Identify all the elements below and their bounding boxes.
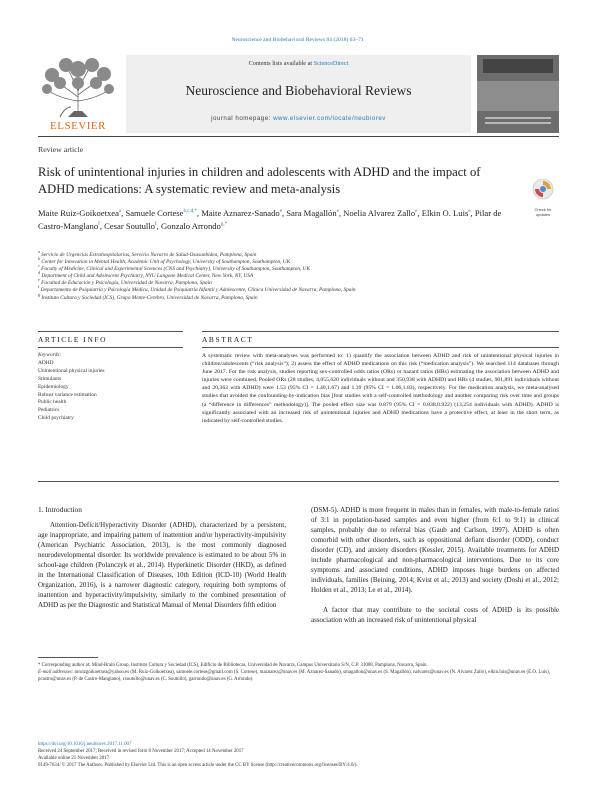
emails-label: E-mail addresses:: [38, 670, 74, 675]
introduction-paragraph: (DSM-5). ADHD is more frequent in males than in females, with male-to-female ratios of 3:1 in population-based samples and even higher (from 6:1 to 9:1) in clinical samples, probably due to referral bias (Gaub and Carlson, 1997). ADHD is often comorbid with other disorders, such as oppositional defiant disorder (ODD), conduct disorder (CD), and anxiety disorders (Kessler, 2015). Available treatments for ADHD include pharmacological and non-pharmacological interventions. Due to its core symptoms and associated conditions, ADHD imposes huge burdens on affected individuals, families (Beining, 2014; Kvist et al., 2013) and society (Doshi et al., 2012; Holden et al., 2013; Le et al., 2014).: [311, 506, 559, 594]
author-affiliation-marker: f: [98, 222, 100, 228]
author-name: Maite Ruiz-Goikoetxea: [38, 208, 119, 218]
email-addresses: [38, 669, 559, 683]
abstract-rule: [202, 331, 559, 332]
author-affiliation-marker: e: [468, 209, 471, 215]
contents-line: [126, 60, 471, 67]
journal-masthead: [38, 55, 559, 135]
affiliation-marker: g: [38, 291, 40, 297]
affiliation: [38, 291, 559, 302]
doi-link[interactable]: https://doi.org/10.1016/j.neubiorev.2017.11.007: [38, 742, 132, 747]
keyword: Pediatrics: [38, 407, 60, 414]
article-type: Review article: [38, 145, 84, 154]
affiliation-marker: f: [38, 284, 40, 290]
author-name: Elkin O. Luis: [421, 208, 469, 218]
cover-text-line: [485, 117, 551, 119]
article-history: [38, 741, 559, 769]
author-name: Samuele Cortese: [125, 208, 184, 218]
check-updates-label: Check for updates: [534, 207, 552, 217]
check-updates-icon: [532, 178, 554, 202]
homepage-link[interactable]: www.elsevier.com/locate/neubiorev: [273, 115, 386, 122]
author-name: Gonzalo Arrondo: [160, 221, 221, 232]
publisher-name: ELSEVIER: [50, 120, 106, 132]
author-affiliation-marker: b,c,d,*: [183, 209, 197, 215]
author-name: Noelia Alvarez Zallo: [343, 208, 416, 218]
cover-image-band: [477, 81, 559, 111]
article-title: Risk of unintentional injuries in children and adolescents with ADHD and the impact of ADHD medications: A systematic review and meta-analysis: [38, 165, 481, 196]
affiliation-marker: c: [38, 263, 40, 269]
author-list: Maite Ruiz-Goikoetxea$^a$, Samuele Cortese$^{b,c,d,*}$, Maite Aznarez-Sanado$^e$, Sara Magallón$^e$, Noelia Alvarez Zallo$^e$, Elkin O. Luis$^e$, Pilar de Castro-Manglano$^f$, Cesar Soutullo$^f$, Gonzalo Arrondo$^{g,*}$: [38, 208, 502, 232]
article-info-rule: [38, 331, 183, 332]
author-affiliation-marker: e: [279, 209, 282, 215]
abstract-heading: ABSTRACT: [202, 335, 254, 344]
keyword: Child psychiatry: [38, 415, 74, 422]
affiliation-text: Instituto Cultura y Sociedad (ICS), Grupo Mente-Cerebro, Universidad de Navarra, Pamplona, Spain: [40, 294, 258, 301]
received-dates: Received 24 September 2017; Received in revised form 8 November 2017; Accepted 14 November 2017: [38, 749, 244, 754]
journal-citation[interactable]: Neuroscience and Biobehavioral Reviews 84 (2018) 63–71: [231, 37, 364, 43]
cover-text-line: [485, 122, 551, 124]
keywords-label: Keywords:: [38, 352, 62, 358]
author-affiliation-marker: g,*: [220, 222, 228, 228]
copyright-notice: 0149-7634/ © 2017 The Authors. Published by Elsevier Ltd. This is an open access article under the CC BY license (http://creativecommons.org/licenses/BY/4.0/).: [38, 763, 358, 768]
footnotes: [38, 662, 559, 683]
author[interactable]: [286, 208, 339, 218]
author-name: Maite Aznarez-Sanado: [201, 208, 280, 218]
article-info-subrule: [38, 347, 183, 348]
corresponding-author-note: * Corresponding author at: Mind-Brain Group, Instituto Cultura y Sociedad (ICS), Edificio de Bibliotecas, Universidad de Navarra, Campus Universitario S/N, C.P. 31008, Pamplona, Navarra, Spain.: [38, 663, 428, 668]
keyword: Epidemiology: [38, 383, 69, 390]
author[interactable]: [201, 208, 282, 218]
keyword: Robust variance estimation: [38, 391, 97, 398]
keywords-block: [38, 352, 183, 423]
author[interactable]: [125, 208, 196, 218]
affiliations: [38, 249, 559, 302]
author[interactable]: [104, 221, 157, 231]
author[interactable]: [422, 208, 471, 218]
author-name: Pilar de Castro-Manglano: [38, 208, 502, 232]
affiliation-text: Department of Child and Adolescent Psychiatry, NYU Langone Medical Center, New York, NY, USA: [40, 273, 254, 280]
affiliation: [38, 284, 559, 294]
elsevier-tree-icon: [38, 57, 118, 119]
affiliation-text: Facultad de Educación y Psicología, Universidad de Navarra, Pamplona, Spain: [39, 280, 212, 287]
author-affiliation-marker: e: [415, 209, 418, 215]
journal-title: Neuroscience and Biobehavioral Reviews: [185, 83, 412, 98]
abstract-end-rule: [38, 481, 559, 482]
affiliation-marker: b: [38, 256, 40, 262]
author-name: Sara Magallón: [286, 208, 337, 218]
author[interactable]: [38, 208, 121, 218]
check-for-updates-button[interactable]: [528, 178, 558, 217]
abstract-subrule: [202, 347, 559, 348]
footnote-rule: [38, 657, 98, 658]
author[interactable]: [161, 221, 227, 231]
journal-banner: [126, 55, 471, 133]
keyword-list: [38, 360, 183, 423]
abstract-text: A systematic review with meta-analyses was performed to: 1) quantify the association between ADHD and risk of unintentional physical injuries in children/adolescents (“risk analysis”); 2) assess the effect of ADHD medications on this risk (“medication analysis”). We searched 114 databases through June 2017. For the risk analysis, studies reporting sex-controlled odds ratios (ORs) or hazard ratios (HRs) estimating the association between ADHD and injuries were combined. Pooled ORs (28 studies, 4,055,620 individuals without and 350,938 with ADHD) and HRs (4 studies, 901,891 individuals without and 20,363 with ADHD) were 1.53 (95% CI = 1.40,1.67) and 1.39 (95% CI = 1.06,1.83), respectively. For the medication analysis, we meta-analysed studies that avoided the confounding-by-indication bias [four studies with a self-controlled methodology and another comparing risk over time and groups (a “difference in differences” methodology)]. The pooled effect size was 0.879 (95% CI = 0.838,0.922) (13,254 individuals with ADHD). ADHD is significantly associated with an increased risk of unintentional injuries and ADHD medications have a protective effect, at least in the short term, as indicated by self-controlled studies.: [202, 353, 559, 424]
author-name: Cesar Soutullo: [104, 221, 155, 232]
homepage-line: [126, 115, 471, 122]
introduction-left-column: Attention-Deficit/Hyperactivity Disorder (ADHD), characterized by a persistent, age inappropriate, and impairing pattern of inattention and/or hyperactivity-impulsivity (American Psychiatric Association, 2013), is the most commonly diagnosed neurodevelopmental disorder. Its worldwide prevalence is estimated to be about 5% in school-age children (Polanczyk et al., 2014). Hyperkinetic Disorder (HKD), as defined in the International Classification of Diseases, 10th Edition (ICD-10) (World Health Organization, 2016), is a narrower diagnostic category, requiring both symptoms of inattention and hyperactivity/impulsivity, similarly to the combined presentation of ADHD as per the Diagnostic and Statistical Manual of Mental Disorders fifth edition: [38, 521, 286, 609]
sciencedirect-link[interactable]: ScienceDirect: [313, 60, 349, 67]
affiliation-text: Servicio de Urgencias Extrahospitalarias, Servicio Navarro de Salud-Osasunbidea, Pamplona, Spain: [39, 252, 257, 258]
author-affiliation-marker: f: [154, 222, 157, 228]
introduction-heading: 1. Introduction: [38, 505, 82, 514]
author[interactable]: [343, 208, 417, 218]
masthead-divider: [38, 136, 559, 137]
cover-header-band: [483, 59, 553, 73]
affiliation-text: Departamento de Psiquiatría y Psicología Médica, Unidad de Psiquiatría Infantil y Adolescente, Clínica Universidad de Navarra, Pamplona, Spain: [39, 287, 356, 294]
author-affiliation-marker: e: [336, 209, 339, 215]
contents-prefix: Contents lists available at: [248, 60, 314, 67]
affiliation-marker: d: [38, 270, 40, 276]
keyword: Public health: [38, 399, 67, 406]
journal-cover-thumbnail[interactable]: [477, 55, 559, 133]
article-info-heading: ARTICLE INFO: [38, 335, 108, 344]
keyword: Unintentional physical injuries: [38, 367, 105, 374]
author-affiliation-marker: a: [118, 209, 122, 215]
introduction-paragraph: A factor that may contribute to the societal costs of ADHD is its possible association with an increased risk of unintentional physical: [311, 606, 559, 624]
available-online: Available online 21 November 2017: [38, 756, 110, 761]
affiliation-marker: e: [38, 277, 40, 283]
affiliation-marker: a: [38, 249, 40, 255]
introduction-right-column: [311, 505, 559, 625]
affiliation-text: Center for Innovation in Mental Health, Academic Unit of Psychology, University of Southampton, Southampton, UK: [40, 259, 291, 266]
homepage-prefix: journal homepage:: [211, 115, 274, 122]
emails-list[interactable]: mruizgoikoetxea@yahoo.es (M. Ruiz-Goikoetxea), samuele.cortese@gmail.com (S. Cortese), maznarez@unav.es (M. Aznarez-Sanado), smagallon@unav.es (S. Magallón), nalvarez@unav.es (N. Alvarez Zallo), elkin.luis@unav.es (E.O. Luis), pcastro@unav.es (P. de Castro-Manglano), csoutullo@unav.es (C. Soutullo), garrondo@unav.es (G. Arrondo).: [38, 670, 550, 682]
elsevier-logo[interactable]: [38, 57, 120, 135]
keyword: ADHD: [38, 359, 54, 366]
affiliation-text: Faculty of Medicine, Clinical and Experimental Sciences (CNS and Psychiatry), University of Southampton, Southampton, UK: [39, 266, 311, 273]
keyword: Stimulants: [38, 375, 62, 382]
